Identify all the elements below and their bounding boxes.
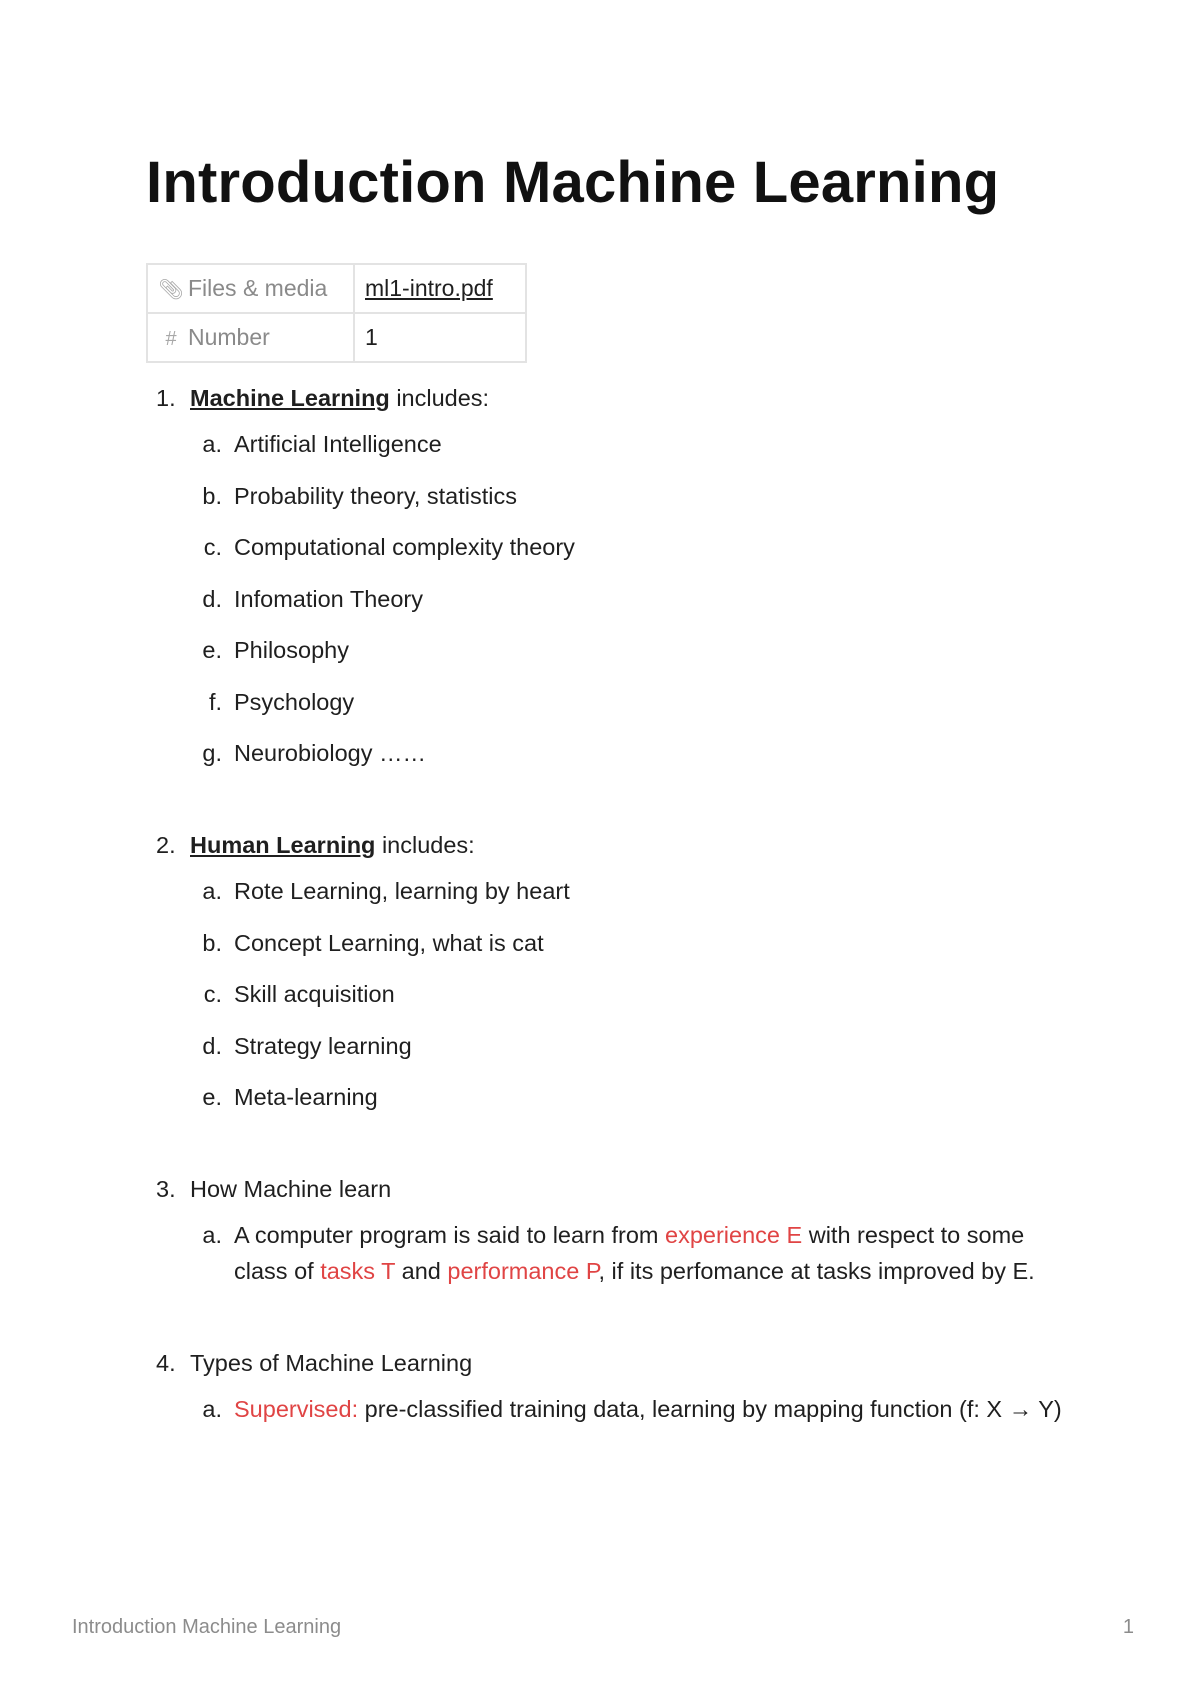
list-marker: a. (202, 878, 222, 904)
list-marker: d. (202, 585, 222, 612)
section-heading-rest: includes: (389, 385, 490, 411)
list-marker: b. (202, 482, 222, 509)
list-marker: a. (202, 1222, 222, 1248)
footer-title: Introduction Machine Learning (72, 1616, 342, 1638)
hash-icon: # (165, 328, 177, 350)
list-item (146, 1217, 1066, 1289)
list-item (146, 632, 1066, 668)
section-heading-text: How Machine learn (190, 1176, 392, 1202)
section-number: 4. (156, 1350, 176, 1376)
list-marker: e. (202, 637, 222, 663)
section-human-learning (146, 825, 1066, 1115)
text-run: and (395, 1258, 448, 1284)
list-item (146, 735, 1066, 771)
page-number: 1 (1122, 1616, 1134, 1638)
list-item-text: Rote Learning, learning by heart (234, 878, 570, 904)
list-item-text: Meta-learning (234, 1084, 378, 1110)
section-heading (146, 1169, 1066, 1209)
property-key-number (147, 313, 354, 362)
section-number: 3. (156, 1176, 176, 1202)
highlight-term-experience: experience E (665, 1222, 803, 1248)
text-run: with respect to some class of (234, 1222, 1025, 1284)
property-row-number (147, 313, 526, 362)
highlight-term-supervised: Supervised: (234, 1396, 359, 1422)
property-value-number: 1 (354, 313, 526, 362)
sub-list (146, 1217, 1066, 1289)
paperclip-icon: 📎︎ (158, 279, 184, 301)
list-item-text: Infomation Theory (234, 585, 423, 612)
list-marker: d. (202, 1032, 222, 1059)
page-title: Introduction Machine Learning (146, 150, 1000, 215)
list-item (146, 426, 1066, 462)
property-key-label: Number (188, 324, 270, 350)
text-run: A computer program is said to learn from (234, 1222, 666, 1248)
sub-list (146, 426, 1066, 771)
list-marker: f. (208, 688, 222, 715)
list-item-text: Probability theory, statistics (234, 482, 517, 509)
list-item-text: Strategy learning (234, 1032, 412, 1059)
section-bold-term: Human Learning (190, 832, 376, 858)
list-item-text: Psychology (234, 688, 355, 715)
section-heading (146, 825, 1066, 865)
section-heading (146, 1343, 1066, 1383)
text-run: pre-classified training data, learning by mapping function (f: X → Y) (358, 1396, 1062, 1422)
list-item-text: Artificial Intelligence (234, 431, 442, 457)
list-marker: g. (202, 740, 222, 766)
document-content (146, 378, 1066, 1481)
section-heading (146, 378, 1066, 418)
list-marker: e. (202, 1084, 222, 1110)
sub-list (146, 873, 1066, 1115)
section-types-of-ml (146, 1343, 1066, 1427)
list-item (146, 529, 1066, 565)
list-marker: c. (203, 534, 222, 560)
list-item-text: Skill acquisition (234, 981, 395, 1007)
list-item (146, 1391, 1066, 1427)
property-key-files (147, 264, 354, 313)
text-run: , if its perfomance at tasks improved by E. (598, 1258, 1035, 1284)
section-machine-learning (146, 378, 1066, 771)
list-item (146, 478, 1066, 514)
list-item (146, 581, 1066, 617)
highlight-term-performance: performance P (447, 1258, 599, 1284)
list-item-text: Neurobiology …… (234, 740, 427, 766)
list-item-text: Concept Learning, what is cat (234, 929, 544, 956)
list-item (146, 873, 1066, 909)
list-item (146, 976, 1066, 1012)
list-item (146, 1079, 1066, 1115)
sub-list (146, 1391, 1066, 1427)
list-item (146, 925, 1066, 961)
section-how-machine-learn (146, 1169, 1066, 1289)
list-marker: a. (202, 431, 222, 457)
section-number: 2. (156, 832, 176, 858)
section-heading-text: Types of Machine Learning (190, 1350, 473, 1376)
highlight-term-tasks: tasks T (320, 1258, 396, 1284)
property-key-label: Files & media (188, 275, 328, 301)
file-link[interactable]: ml1-intro.pdf (365, 275, 493, 301)
property-row-files (147, 264, 526, 313)
section-bold-term: Machine Learning (190, 385, 390, 411)
list-item (146, 684, 1066, 720)
list-marker: b. (202, 929, 222, 956)
list-item-text: Computational complexity theory (234, 534, 575, 560)
list-item (146, 1028, 1066, 1064)
properties-table (146, 263, 527, 363)
section-number: 1. (156, 385, 176, 411)
section-heading-rest: includes: (375, 832, 475, 858)
list-item-text: Philosophy (234, 637, 349, 663)
list-marker: a. (202, 1396, 222, 1422)
property-value-files (354, 264, 526, 313)
list-marker: c. (203, 981, 222, 1007)
